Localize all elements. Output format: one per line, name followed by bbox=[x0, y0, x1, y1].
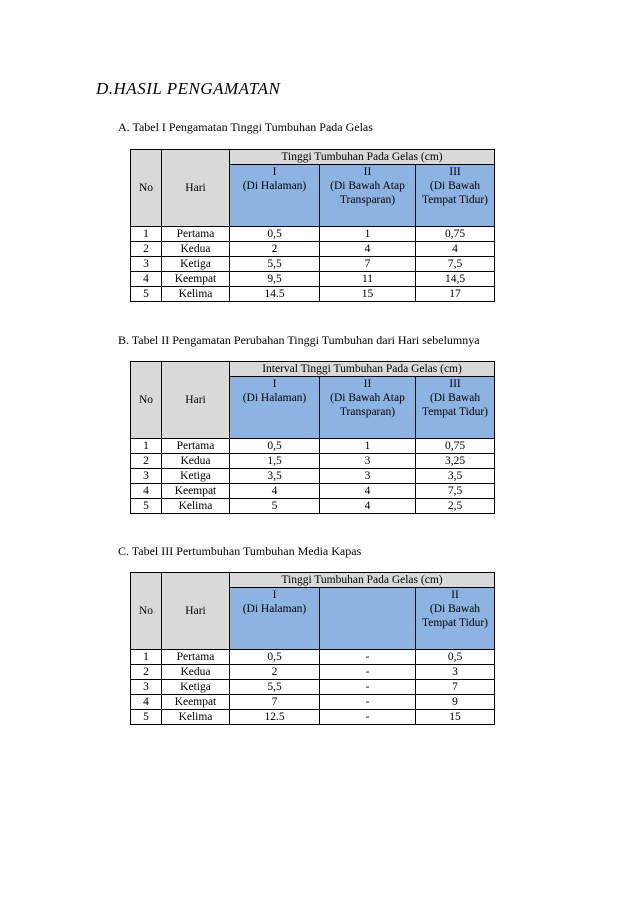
cell-value: 2,5 bbox=[416, 499, 495, 514]
cell-value: 3 bbox=[320, 454, 416, 469]
cell-no: 3 bbox=[131, 680, 162, 695]
cell-no: 5 bbox=[131, 710, 162, 725]
sub-header-2 bbox=[320, 165, 416, 227]
table-row bbox=[131, 665, 495, 680]
cell-value: 0,5 bbox=[230, 650, 320, 665]
sub-header-2 bbox=[320, 377, 416, 439]
table-row bbox=[131, 272, 495, 287]
sub-header-1 bbox=[230, 165, 320, 227]
sub-header-desc: (Di Bawah Tempat Tidur) bbox=[422, 392, 488, 418]
cell-value: - bbox=[320, 710, 416, 725]
cell-value: - bbox=[320, 695, 416, 710]
cell-value: 15 bbox=[320, 287, 416, 302]
cell-no: 1 bbox=[131, 650, 162, 665]
cell-hari: Keempat bbox=[162, 695, 230, 710]
cell-value: 4 bbox=[230, 484, 320, 499]
cell-value: 0,5 bbox=[230, 439, 320, 454]
cell-value: 9 bbox=[416, 695, 495, 710]
cell-value: 5 bbox=[230, 499, 320, 514]
cell-value: 5,5 bbox=[230, 257, 320, 272]
sub-header-desc: (Di Halaman) bbox=[242, 392, 307, 404]
cell-value: 3 bbox=[320, 469, 416, 484]
cell-hari: Keempat bbox=[162, 272, 230, 287]
cell-no: 5 bbox=[131, 287, 162, 302]
sub-header-desc: (Di Bawah Atap Transparan) bbox=[330, 180, 405, 206]
cell-value: 0,75 bbox=[416, 227, 495, 242]
sub-header-1 bbox=[230, 588, 320, 650]
col-no-header: No bbox=[131, 362, 162, 439]
table-row bbox=[131, 287, 495, 302]
cell-value: 7,5 bbox=[416, 257, 495, 272]
cell-value: 7 bbox=[320, 257, 416, 272]
cell-hari: Pertama bbox=[162, 439, 230, 454]
cell-no: 2 bbox=[131, 454, 162, 469]
cell-value: 1,5 bbox=[230, 454, 320, 469]
cell-value: 4 bbox=[416, 242, 495, 257]
cell-hari: Ketiga bbox=[162, 680, 230, 695]
cell-hari: Keempat bbox=[162, 484, 230, 499]
group-header: Tinggi Tumbuhan Pada Gelas (cm) bbox=[230, 150, 495, 165]
cell-value: 11 bbox=[320, 272, 416, 287]
cell-hari: Kelima bbox=[162, 287, 230, 302]
sub-header-num: III bbox=[449, 378, 461, 390]
col-no-header: No bbox=[131, 150, 162, 227]
cell-value: 3,5 bbox=[416, 469, 495, 484]
cell-value: 1 bbox=[320, 439, 416, 454]
table-row bbox=[131, 242, 495, 257]
cell-value: 7 bbox=[416, 680, 495, 695]
table-row bbox=[131, 454, 495, 469]
cell-value: 3,25 bbox=[416, 454, 495, 469]
sub-header-num: II bbox=[451, 589, 459, 601]
col-hari-header: Hari bbox=[162, 150, 230, 227]
sub-header-num: II bbox=[363, 378, 372, 390]
cell-value: 3,5 bbox=[230, 469, 320, 484]
cell-value: 2 bbox=[230, 665, 320, 680]
cell-value: 7,5 bbox=[416, 484, 495, 499]
cell-hari: Pertama bbox=[162, 227, 230, 242]
table-c-caption: C. Tabel III Pertumbuhan Tumbuhan Media Kapas bbox=[118, 544, 362, 558]
cell-hari: Kedua bbox=[162, 454, 230, 469]
cell-no: 3 bbox=[131, 257, 162, 272]
cell-value: 17 bbox=[416, 287, 495, 302]
sub-header-1 bbox=[230, 377, 320, 439]
cell-value: 3 bbox=[416, 665, 495, 680]
cell-value: 12.5 bbox=[230, 710, 320, 725]
cell-no: 5 bbox=[131, 499, 162, 514]
cell-hari: Kedua bbox=[162, 242, 230, 257]
sub-header-num: I bbox=[272, 166, 277, 178]
table-b-caption: B. Tabel II Pengamatan Perubahan Tinggi Tumbuhan dari Hari sebelumnya bbox=[118, 333, 480, 347]
sub-header-desc: (Di Bawah Tempat Tidur) bbox=[422, 603, 488, 629]
cell-value: 2 bbox=[230, 242, 320, 257]
cell-value: 7 bbox=[230, 695, 320, 710]
cell-hari: Kelima bbox=[162, 499, 230, 514]
cell-value: 4 bbox=[320, 484, 416, 499]
table-row bbox=[131, 710, 495, 725]
cell-value: 9,5 bbox=[230, 272, 320, 287]
cell-no: 4 bbox=[131, 695, 162, 710]
cell-hari: Kelima bbox=[162, 710, 230, 725]
sub-header-desc: (Di Bawah Atap Transparan) bbox=[330, 392, 405, 418]
cell-value: 0,5 bbox=[230, 227, 320, 242]
cell-value: 4 bbox=[320, 242, 416, 257]
sub-header-num: I bbox=[272, 378, 277, 390]
cell-value: 14,5 bbox=[416, 272, 495, 287]
table-a-caption: A. Tabel I Pengamatan Tinggi Tumbuhan Pada Gelas bbox=[118, 120, 373, 134]
table-row bbox=[131, 484, 495, 499]
cell-value: - bbox=[320, 680, 416, 695]
group-header: Interval Tinggi Tumbuhan Pada Gelas (cm) bbox=[230, 362, 495, 377]
sub-header-num: III bbox=[449, 166, 461, 178]
table-a bbox=[130, 149, 495, 302]
cell-hari: Pertama bbox=[162, 650, 230, 665]
sub-header-desc: (Di Halaman) bbox=[242, 603, 307, 615]
table-row bbox=[131, 439, 495, 454]
sub-header-3 bbox=[416, 165, 495, 227]
cell-hari: Kedua bbox=[162, 665, 230, 680]
cell-value: 0,75 bbox=[416, 439, 495, 454]
section-heading: D.HASIL PENGAMATAN bbox=[96, 79, 281, 98]
cell-value: 4 bbox=[320, 499, 416, 514]
table-b bbox=[130, 361, 495, 514]
cell-no: 3 bbox=[131, 469, 162, 484]
table-row bbox=[131, 257, 495, 272]
cell-value: 0,5 bbox=[416, 650, 495, 665]
table-row bbox=[131, 680, 495, 695]
cell-value: - bbox=[320, 650, 416, 665]
cell-hari: Ketiga bbox=[162, 469, 230, 484]
sub-header-desc: (Di Halaman) bbox=[242, 180, 307, 192]
col-hari-header: Hari bbox=[162, 362, 230, 439]
cell-value: - bbox=[320, 665, 416, 680]
cell-hari: Ketiga bbox=[162, 257, 230, 272]
cell-value: 5,5 bbox=[230, 680, 320, 695]
sub-header-num: II bbox=[363, 166, 372, 178]
col-hari-header: Hari bbox=[162, 573, 230, 650]
cell-value: 14.5 bbox=[230, 287, 320, 302]
sub-header-desc: (Di Bawah Tempat Tidur) bbox=[422, 180, 488, 206]
cell-no: 2 bbox=[131, 242, 162, 257]
table-row bbox=[131, 650, 495, 665]
sub-header-num: I bbox=[272, 589, 277, 601]
sub-header-2 bbox=[320, 588, 416, 650]
table-row bbox=[131, 695, 495, 710]
table-row bbox=[131, 499, 495, 514]
table-row bbox=[131, 469, 495, 484]
cell-no: 4 bbox=[131, 272, 162, 287]
table-c bbox=[130, 572, 495, 725]
col-no-header: No bbox=[131, 573, 162, 650]
cell-value: 15 bbox=[416, 710, 495, 725]
cell-value: 1 bbox=[320, 227, 416, 242]
cell-no: 1 bbox=[131, 227, 162, 242]
table-row bbox=[131, 227, 495, 242]
cell-no: 1 bbox=[131, 439, 162, 454]
sub-header-3 bbox=[416, 588, 495, 650]
cell-no: 2 bbox=[131, 665, 162, 680]
sub-header-3 bbox=[416, 377, 495, 439]
cell-no: 4 bbox=[131, 484, 162, 499]
group-header: Tinggi Tumbuhan Pada Gelas (cm) bbox=[230, 573, 495, 588]
